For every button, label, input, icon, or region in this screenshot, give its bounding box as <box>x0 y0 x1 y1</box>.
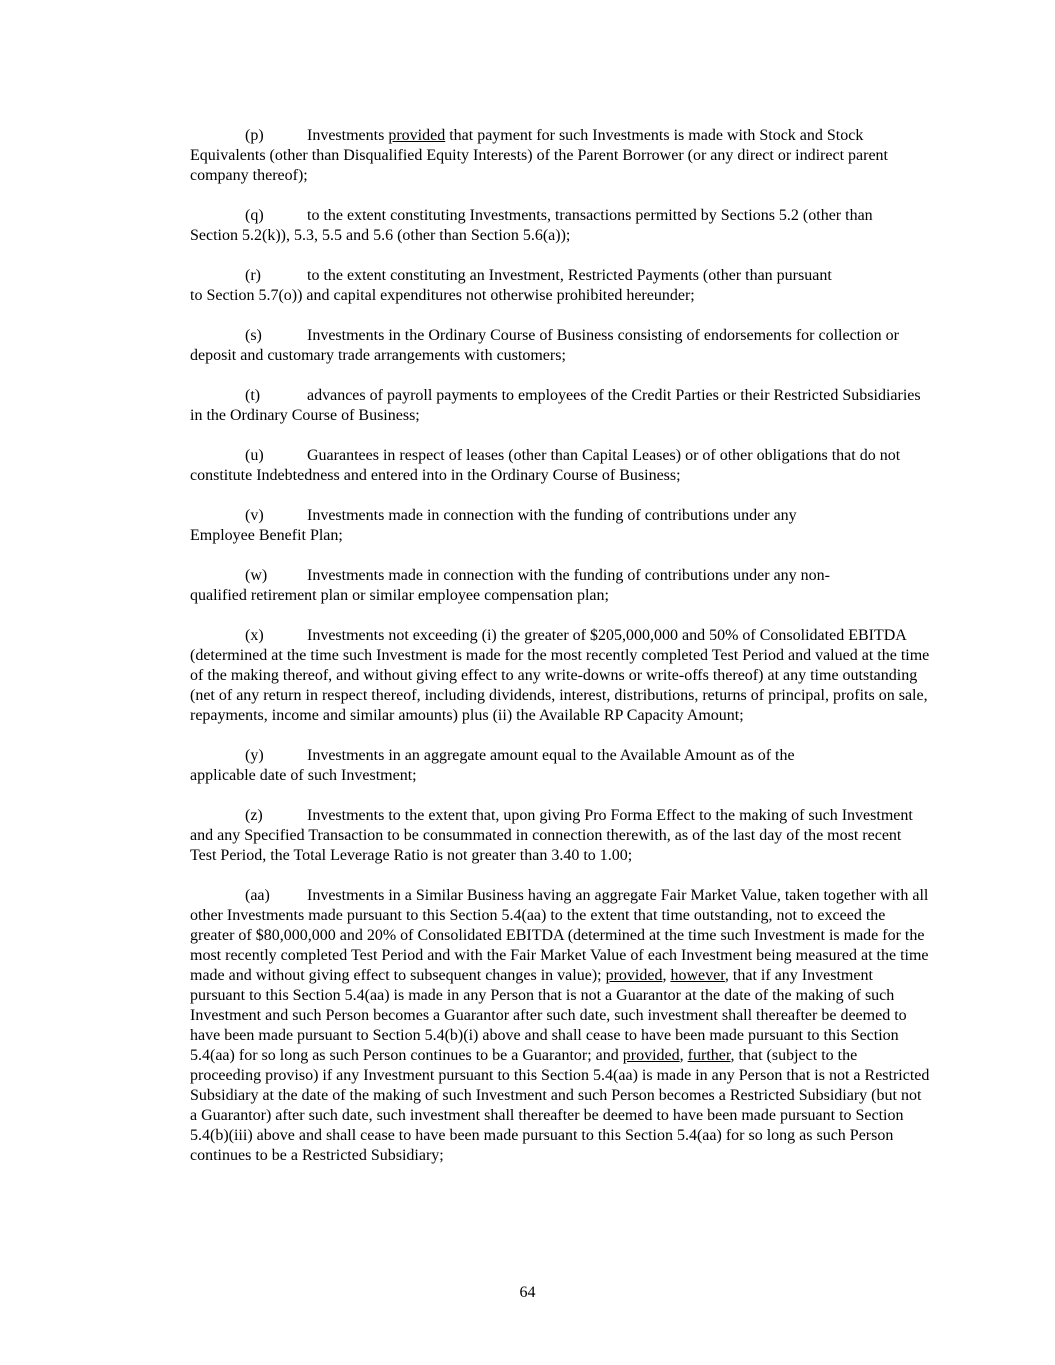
clause-z <box>190 806 930 866</box>
clause-label: (t) <box>245 387 261 404</box>
clause-line: Employee Benefit Plan; <box>190 527 343 544</box>
clause-text: (t) advances of payroll payments to employees of the Credit Parties or their Restricted Subsidiaries in the Ordinary Course of Business; <box>190 387 921 424</box>
defined-term: further <box>687 1047 731 1064</box>
clause-line: (q) to the extent constituting Investments, transactions permitted by Sections 5.2 (other than <box>245 207 873 224</box>
defined-term: provided <box>388 127 446 144</box>
clause-p <box>190 126 930 186</box>
clause-label: (p) <box>245 127 264 144</box>
clause-label: (u) <box>245 447 264 464</box>
clause-r <box>190 266 930 306</box>
clause-list <box>190 126 930 1186</box>
clause-text: (s) Investments in the Ordinary Course of Business consisting of endorsements for collection or deposit and customary trade arrangements with customers; <box>190 327 899 364</box>
clause-label: (z) <box>245 807 263 824</box>
clause-text: (aa) Investments in a Similar Business having an aggregate Fair Market Value, taken together with all other Investments made pursuant to this Section 5.4(aa) to the extent that time outstanding, not to exceed the greater of $80,000,000 and 20% of Consolidated EBITDA (determined at the time such Investment is made for the most recently completed Test Period and with the Fair Market Value of each Investment being measured at the time made and without giving effect to subsequent changes in value); provided, however, that if any Investment pursuant to this Section 5.4(aa) is made in any Person that is not a Guarantor at the date of the making of such Investment and such Person becomes a Guarantor after such date, such investment shall thereafter be deemed to have been made pursuant to Section 5.4(b)(i) above and shall cease to have been made pursuant to this Section 5.4(aa) for so long as such Person continues to be a Guarantor; and provided, further, that (subject to the proceeding proviso) if any Investment pursuant to this Section 5.4(aa) is made in any Person that is not a Restricted Subsidiary at the date of the making of such Investment and such Person becomes a Restricted Subsidiary (but not a Guarantor) after such date, such investment shall thereafter be deemed to have been made pursuant to Section 5.4(b)(iii) above and shall cease to have been made pursuant to this Section 5.4(aa) for so long as such Person continues to be a Restricted Subsidiary; <box>190 887 930 1164</box>
clause-text: (p) Investments provided that payment for such Investments is made with Stock and Stock Equivalents (other than Disqualified Equity Interests) of the Parent Borrower (or any direct or indirect parent company thereof); <box>190 127 888 184</box>
clause-v <box>190 506 930 546</box>
clause-label: (v) <box>245 507 264 524</box>
defined-term: provided <box>622 1047 680 1064</box>
clause-q <box>190 206 930 246</box>
clause-line: qualified retirement plan or similar employee compensation plan; <box>190 587 609 604</box>
clause-u <box>190 446 930 486</box>
clause-line: (w) Investments made in connection with the funding of contributions under any non- <box>245 567 830 584</box>
page-number: 64 <box>519 1284 536 1301</box>
clause-line: applicable date of such Investment; <box>190 767 417 784</box>
clause-text: (x) Investments not exceeding (i) the greater of $205,000,000 and 50% of Consolidated EBITDA (determined at the time such Investment is made for the most recently completed Test Period and valued at the time of the making thereof, and without giving effect to any write-downs or write-offs thereof) at any time outstanding (net of any return in respect thereof, including dividends, interest, distributions, returns of principal, profits on sale, repayments, income and similar amounts) plus (ii) the Available RP Capacity Amount; <box>190 627 930 724</box>
clause-label: (q) <box>245 207 264 224</box>
defined-term: however <box>670 967 725 984</box>
clause-w <box>190 566 930 606</box>
clause-s <box>190 326 930 366</box>
clause-text: (u) Guarantees in respect of leases (other than Capital Leases) or of other obligations that do not constitute Indebtedness and entered into in the Ordinary Course of Business; <box>190 447 901 484</box>
clause-line: (r) to the extent constituting an Investment, Restricted Payments (other than pursuant <box>245 267 832 284</box>
clause-line: (y) Investments in an aggregate amount equal to the Available Amount as of the <box>245 747 795 764</box>
clause-x <box>190 626 930 726</box>
clause-aa <box>190 886 930 1166</box>
clause-label: (w) <box>245 567 268 584</box>
clause-label: (s) <box>245 327 262 344</box>
clause-label: (y) <box>245 747 264 764</box>
clause-line: (v) Investments made in connection with the funding of contributions under any <box>245 507 797 524</box>
clause-t <box>190 386 930 426</box>
clause-y <box>190 746 930 786</box>
clause-label: (aa) <box>245 887 270 904</box>
clause-line: Section 5.2(k)), 5.3, 5.5 and 5.6 (other than Section 5.6(a)); <box>190 227 571 244</box>
clause-text: (z) Investments to the extent that, upon giving Pro Forma Effect to the making of such Investment and any Specified Transaction to be consummated in connection therewith, as of the last day of the most recent Test Period, the Total Leverage Ratio is not greater than 3.40 to 1.00; <box>190 807 913 864</box>
defined-term: provided <box>605 967 663 984</box>
clause-label: (x) <box>245 627 264 644</box>
clause-line: to Section 5.7(o)) and capital expenditures not otherwise prohibited hereunder; <box>190 287 695 304</box>
clause-label: (r) <box>245 267 261 284</box>
